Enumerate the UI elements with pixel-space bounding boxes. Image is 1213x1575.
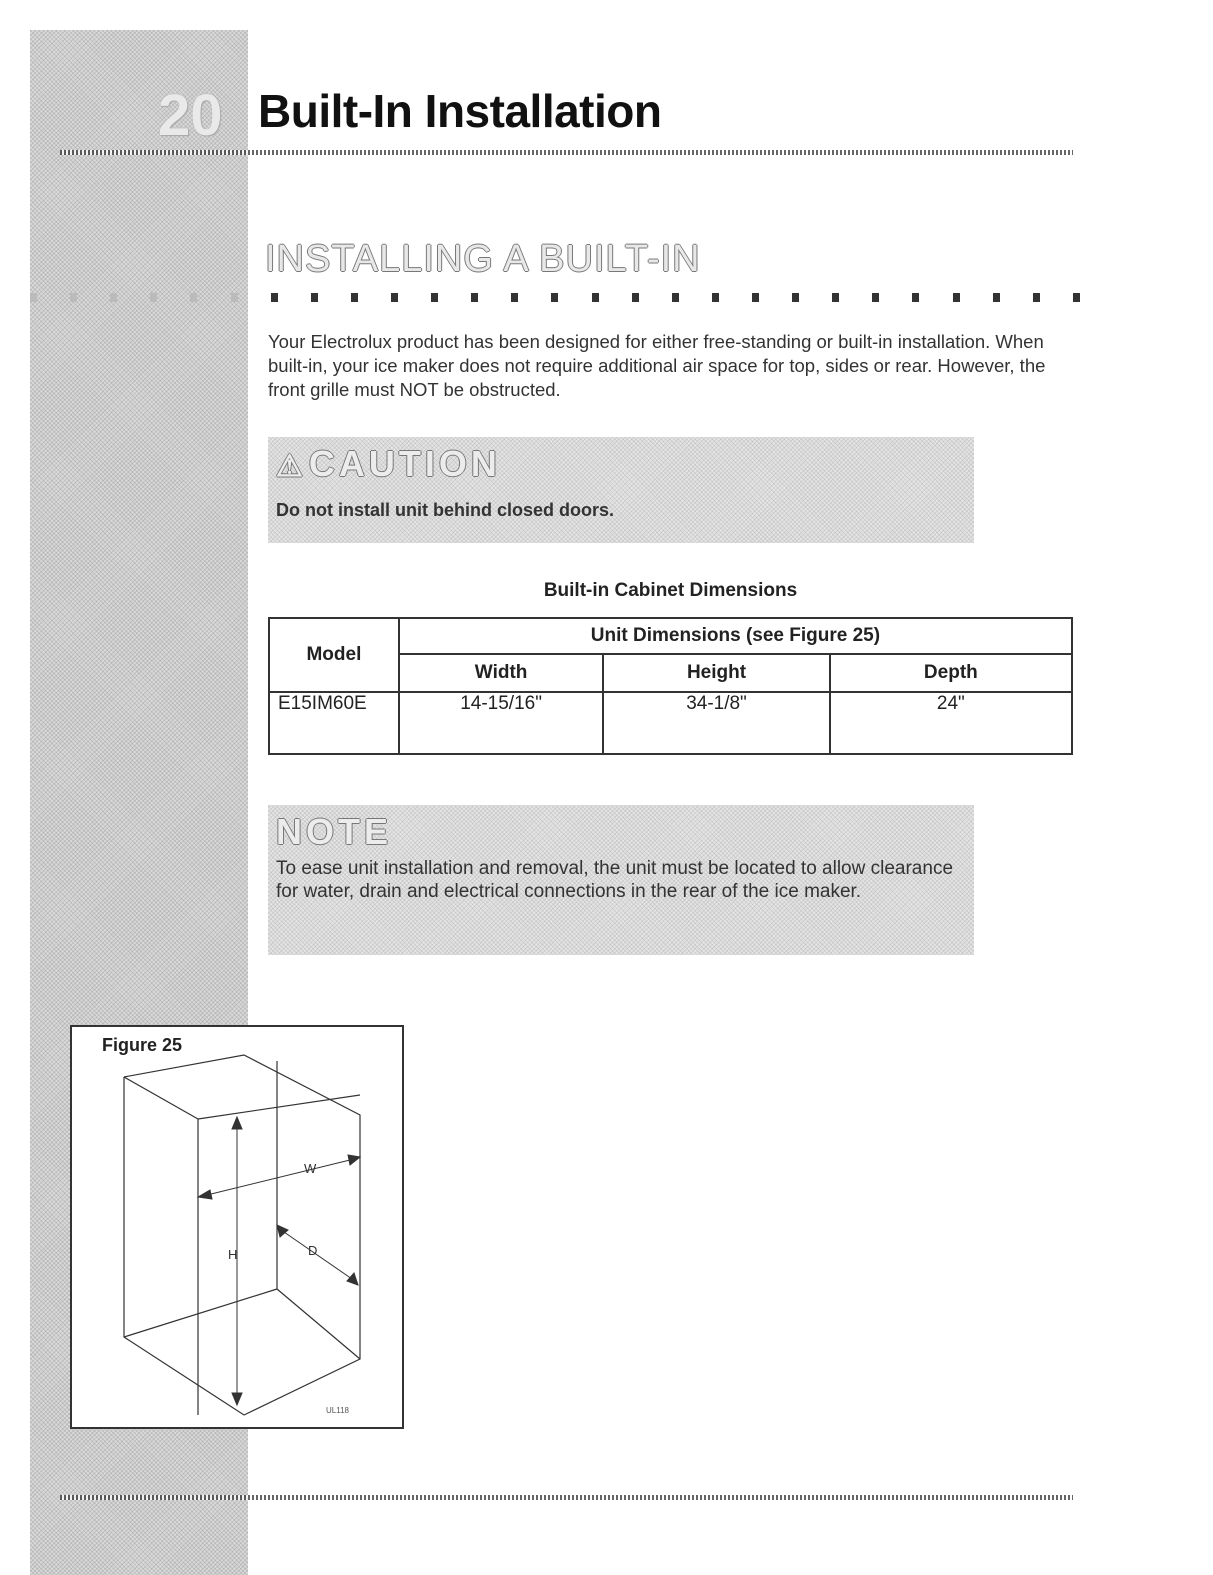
divider-dot <box>752 293 759 302</box>
width-label: W <box>304 1161 317 1176</box>
depth-arrow-line <box>284 1232 352 1279</box>
divider-dot <box>832 293 839 302</box>
divider-dot <box>592 293 599 302</box>
width-arrow-line <box>207 1159 354 1195</box>
caution-box <box>268 437 974 543</box>
divider-dot <box>511 293 518 302</box>
divider-dot <box>953 293 960 302</box>
height-cell: 34-1/8" <box>603 692 829 754</box>
cabinet-edge-bottom-right <box>277 1289 360 1359</box>
divider-dot <box>311 293 318 302</box>
divider-dot <box>1033 293 1040 302</box>
depth-header: Depth <box>830 654 1072 692</box>
divider-dot <box>672 293 679 302</box>
divider-dot <box>70 293 77 302</box>
caution-title <box>276 443 501 485</box>
width-cell: 14-15/16" <box>399 692 603 754</box>
divider-dot <box>471 293 478 302</box>
footer-rule <box>60 1495 1073 1500</box>
height-label: H <box>228 1247 238 1262</box>
divider-dot <box>190 293 197 302</box>
width-arrow-right <box>348 1155 360 1165</box>
divider-dot <box>792 293 799 302</box>
page-number: 20 <box>158 83 223 148</box>
note-box <box>268 805 974 955</box>
caution-title-text: CAUTION <box>308 443 501 484</box>
model-header: Model <box>269 618 399 692</box>
cabinet-edge-top-back <box>198 1095 360 1119</box>
note-title: NOTE <box>276 811 393 852</box>
header-rule <box>60 150 1073 155</box>
dimensions-table <box>268 617 1073 755</box>
cabinet-diagram <box>72 1027 402 1427</box>
divider-dot <box>150 293 157 302</box>
divider-dot <box>632 293 639 302</box>
divider-dot <box>30 293 37 302</box>
divider-dot <box>993 293 1000 302</box>
divider-dot <box>1073 293 1080 302</box>
section-heading: INSTALLING A BUILT-IN <box>265 238 701 280</box>
divider-dot <box>110 293 117 302</box>
note-text: To ease unit installation and removal, the unit must be located to allow clearance for water, drain and electrical connections in the rear of the ice maker. <box>276 858 954 902</box>
divider-dot <box>231 293 238 302</box>
table-title: Built-in Cabinet Dimensions <box>543 580 798 601</box>
depth-arrow-top <box>277 1225 288 1237</box>
cabinet-edge-front-top <box>124 1077 198 1119</box>
width-arrow-left <box>198 1190 212 1199</box>
cabinet-outline <box>124 1055 360 1415</box>
divider-dot <box>551 293 558 302</box>
height-arrow-bottom <box>232 1393 242 1405</box>
figure-label: Figure 25 <box>102 1035 183 1055</box>
divider-dot <box>872 293 879 302</box>
dot-divider <box>30 293 1080 303</box>
depth-label: D <box>308 1243 318 1258</box>
cabinet-edge-bottom-back <box>124 1289 277 1337</box>
divider-dot <box>712 293 719 302</box>
width-header: Width <box>399 654 603 692</box>
depth-arrow-bottom <box>347 1273 358 1285</box>
height-arrow-top <box>232 1117 242 1129</box>
depth-cell: 24" <box>830 692 1072 754</box>
table-row <box>269 692 1072 754</box>
caution-text: Do not install unit behind closed doors. <box>276 500 615 520</box>
unit-dimensions-header: Unit Dimensions (see Figure 25) <box>399 618 1072 654</box>
divider-dot <box>271 293 278 302</box>
figure-25 <box>70 1025 404 1429</box>
figure-code: UL118 <box>326 1406 349 1415</box>
intro-paragraph: Your Electrolux product has been designed for either free-standing or built-in installation. When built-in, your ice maker does not require additional air space for top, sides or rear. However, the front grille must NOT be obstructed. <box>268 331 1046 400</box>
divider-dot <box>351 293 358 302</box>
divider-dot <box>391 293 398 302</box>
model-cell: E15IM60E <box>269 692 399 754</box>
warning-triangle-icon: ⚠ <box>276 450 307 483</box>
page-title: Built-In Installation <box>258 85 662 137</box>
height-header: Height <box>603 654 829 692</box>
divider-dot <box>431 293 438 302</box>
divider-dot <box>912 293 919 302</box>
